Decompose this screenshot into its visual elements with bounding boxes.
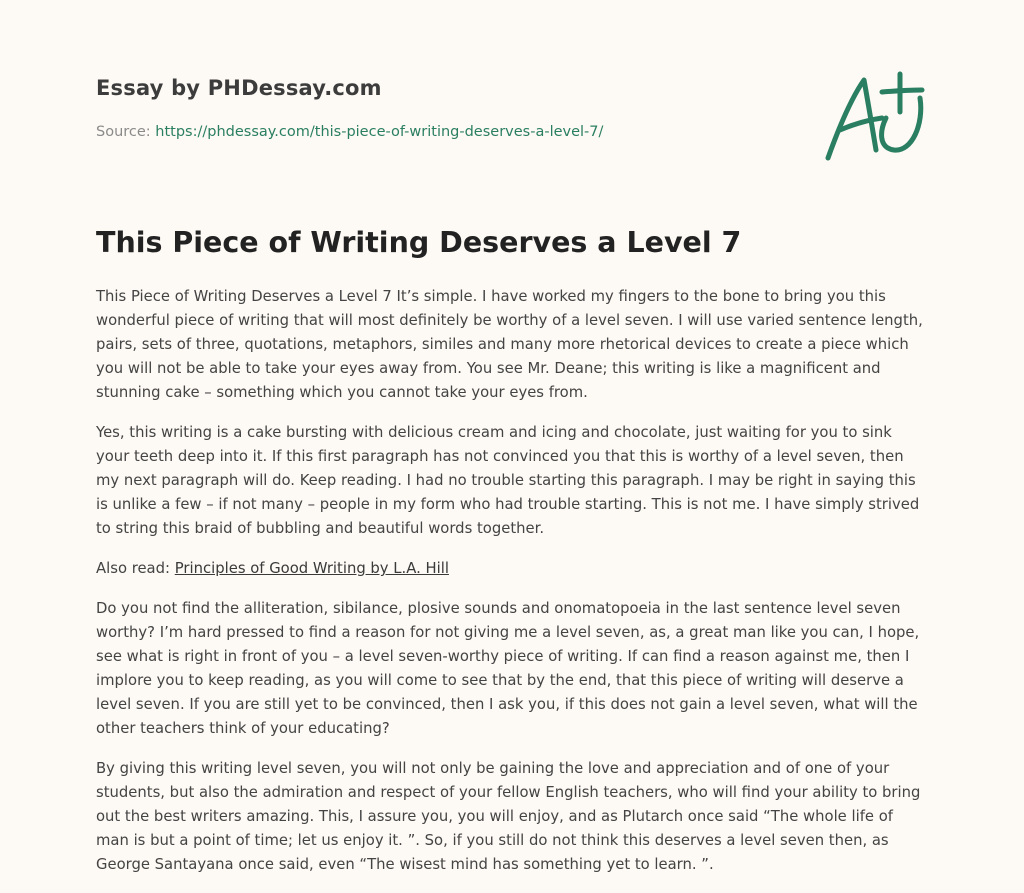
article-paragraph-4: By giving this writing level seven, you will not only be gaining the love and appreciation and of one of your students, but also the admiration and respect of your fellow English teachers, who will find your ability to bring out the best writers amazing. This, I assure you, you will enjoy, and as Plutarch once said “The whole life of man is but a point of time; let us enjoy it. ”. So, if you still do not think this deserves a level seven then, as George Santayana once said, even “The wisest mind has something yet to learn. ”.: [96, 760, 921, 873]
source-line: [96, 124, 603, 140]
a-plus-grade-icon: [824, 68, 928, 164]
article-body: [96, 285, 928, 893]
site-brand: Essay by PHDessay.com: [96, 76, 382, 100]
also-read-label: Also read:: [96, 560, 171, 577]
article-paragraph-1: This Piece of Writing Deserves a Level 7 It’s simple. I have worked my fingers to the bone to bring you this wonderful piece of writing that will most definitely be worthy of a level seven. I will use varied sentence length, pairs, sets of three, quotations, metaphors, similes and many more rhetorical devices to create a piece which you will not be able to take your eyes away from. You see Mr. Deane; this writing is like a magnificent and stunning cake – something which you cannot take your eyes from.: [96, 288, 923, 401]
source-link[interactable]: https://phdessay.com/this-piece-of-writing-deserves-a-level-7/: [155, 124, 604, 140]
also-read-link[interactable]: Principles of Good Writing by L.A. Hill: [174, 560, 449, 577]
also-read: [96, 557, 928, 581]
article-paragraph-3: Do you not find the alliteration, sibilance, plosive sounds and onomatopoeia in the last sentence level seven worthy? I’m hard pressed to find a reason for not giving me a level seven, as, a great man like you can, I hope, see what is right in front of you – a level seven-worthy piece of writing. If can find a reason against me, then I implore you to keep reading, as you will come to see that by the end, that this piece of writing will deserve a level seven. If you are still yet to be convinced, then I ask you, if this does not gain a level seven, what will the other teachers think of your educating?: [96, 600, 920, 737]
article-title: This Piece of Writing Deserves a Level 7: [96, 226, 742, 259]
source-label: Source:: [96, 124, 151, 140]
article-paragraph-2: Yes, this writing is a cake bursting with delicious cream and icing and chocolate, just waiting for you to sink your teeth deep into it. If this first paragraph has not convinced you that this is worthy of a level seven, then my next paragraph will do. Keep reading. I had no trouble starting this paragraph. I may be right in saying this is unlike a few – if not many – people in my form who had trouble starting. This is not me. I have simply strived to string this braid of bubbling and beautiful words together.: [96, 424, 920, 537]
